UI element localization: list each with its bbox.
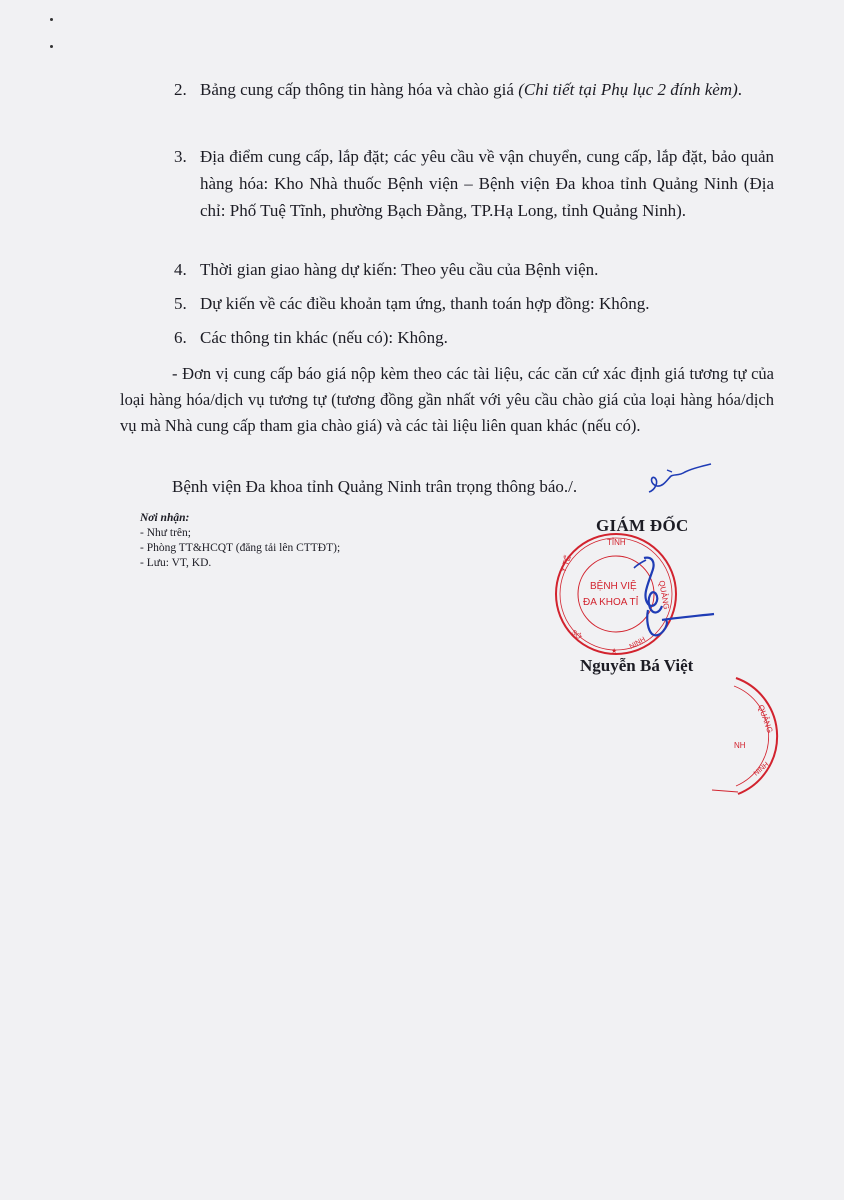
seal-bottom-text: NINH	[628, 636, 647, 651]
list-item-text: Dự kiến về các điều khoản tạm ứng, thanh toán hợp đồng: Không.	[200, 294, 650, 313]
appendix-reference: (Chi tiết tại Phụ lục 2 đính kèm)	[518, 80, 738, 99]
seal-center-line2: ĐA KHOA TỈ	[583, 597, 639, 608]
recipients-title: Nơi nhận:	[140, 512, 190, 524]
closing-line: Bệnh viện Đa khoa tỉnh Quảng Ninh trân trọng thông báo./.	[172, 477, 578, 496]
list-item-3	[174, 143, 774, 224]
partial-seal-text: NINH	[752, 761, 771, 778]
partial-seal-text: QUẢNG	[756, 703, 775, 735]
list-item-text: Địa điểm cung cấp, lắp đặt; các yêu cầu về vận chuyển, cung cấp, lắp đặt, bảo quản hàng hóa: Kho Nhà thuốc Bệnh viện – Bệnh viện Đa khoa tỉnh Quảng Ninh (Địa chỉ: Phố Tuệ Tĩnh, phường Bạch Đằng, TP.Hạ Long, tỉnh Quảng Ninh).	[200, 147, 774, 220]
scan-speck	[50, 45, 53, 48]
partial-seal	[712, 672, 802, 802]
list-item-4	[174, 256, 774, 283]
seal-bottom-left-text: SỞ	[569, 629, 583, 642]
seal-top-text: TỈNH	[607, 538, 626, 547]
signer-title: GIÁM ĐỐC	[596, 516, 689, 535]
recipient-line: - Lưu: VT, KD.	[140, 557, 212, 569]
list-item-text: Các thông tin khác (nếu có): Không.	[200, 328, 448, 347]
list-item-6	[174, 324, 774, 351]
note-paragraph: - Đơn vị cung cấp báo giá nộp kèm theo các tài liệu, các căn cứ xác định giá tương tự của loại hàng hóa/dịch vụ tương tự (tương đồng gần nhất với yêu cầu chào giá của loại hàng hóa/dịch vụ mà Nhà cung cấp tham gia chào giá) và các tài liệu liên quan khác (nếu có).	[120, 364, 774, 435]
list-item-number: 3.	[174, 147, 187, 166]
seal-star-icon: ★	[611, 647, 618, 655]
scan-speck	[50, 18, 53, 21]
seal-right-text: QUẢNG	[657, 579, 671, 611]
list-item-text: Bảng cung cấp thông tin hàng hóa và chào giá (Chi tiết tại Phụ lục 2 đính kèm).	[200, 80, 742, 99]
seal-left-text: Y TẾ	[558, 554, 573, 574]
list-item-5	[174, 290, 774, 317]
list-item-text: Thời gian giao hàng dự kiến: Theo yêu cầu của Bệnh viện.	[200, 260, 599, 279]
recipient-line: - Như trên;	[140, 527, 191, 539]
list-item-number: 6.	[174, 328, 187, 347]
partial-seal-text: NH	[734, 741, 746, 750]
initial-mark	[645, 462, 713, 496]
list-item-number: 5.	[174, 294, 187, 313]
list-item-number: 2.	[174, 80, 187, 99]
list-item-2	[174, 76, 774, 103]
seal-center-line1: BỆNH VIỆ	[590, 581, 637, 592]
list-item-number: 4.	[174, 260, 187, 279]
recipient-line: - Phòng TT&HCQT (đăng tải lên CTTĐT);	[140, 542, 341, 554]
signer-name: Nguyễn Bá Việt	[580, 656, 694, 675]
handwritten-signature	[630, 550, 716, 655]
recipients-block	[140, 511, 340, 571]
